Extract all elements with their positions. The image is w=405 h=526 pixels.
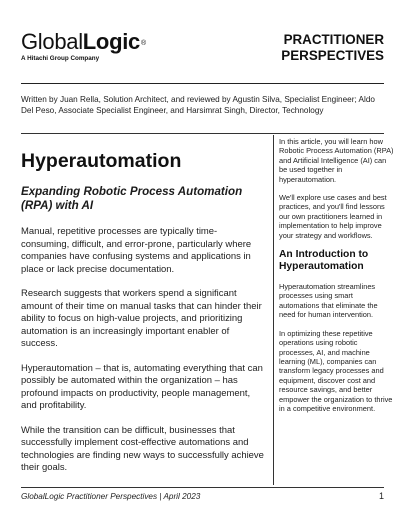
logo-word-light: Global [21,29,83,54]
page-number: 1 [378,491,384,501]
article-title: Hyperautomation [21,150,182,172]
globallogic-logo [21,30,146,62]
body-paragraph: Research suggests that workers spend a significant amount of their time on manual tasks that can hinder their ability to focus on high-value projects, and prioritizing automation is an increasingly important enabler of success. [21,288,262,349]
series-title [281,32,384,63]
sidebar-body-paragraph: In optimizing these repetitive operations using robotic processes, AI, and machine learning (ML), companies can transform legacy processes and equipment, discover cost and resource savings, and better empower the organization to thrive in a competitive environment. [279,328,393,413]
logo-word-bold: Logic [82,29,140,54]
article-subtitle: Expanding Robotic Process Automation (RPA) with AI [21,185,243,212]
logo-tagline: A Hitachi Group Company [21,55,100,62]
footer-text: GlobalLogic Practitioner Perspectives | April 2023 [21,492,201,501]
footer-divider [21,487,384,488]
header-divider [21,83,384,84]
body-paragraph: Manual, repetitive processes are typically time-consuming, difficult, and error-prone, particularly where companies have confusing systems and applications in place or lack precise documentation. [21,226,252,275]
logo-wordmark [21,30,146,54]
sidebar-intro-paragraph: We'll explore use cases and best practices, and you'll find lessons our own practitioners learned in implementation to help improve your strategy and workflows. [279,193,387,240]
series-title-line-1: PRACTITIONER [283,32,384,47]
series-title-line-2: PERSPECTIVES [281,47,384,63]
column-divider [273,135,274,485]
sidebar-column [279,137,395,422]
author-byline: Written by Juan Rella, Solution Architect, and reviewed by Agustin Silva, Specialist Engineer; Aldo Del Peso, Associate Specialist Engineer, and Harsimrat Singh, Director, Technology [21,95,375,116]
sidebar-body-paragraph: Hyperautomation streamlines processes using smart automations that eliminate the need for human intervention. [279,282,378,320]
body-paragraph: While the transition can be difficult, businesses that successfully implement cost-effective automations and technologies are finding new ways to successfully achieve their goals. [21,424,264,473]
body-paragraph: Hyperautomation – that is, automating everything that can possibly be automated within the organization – has profound impacts on productivity, people management, and profitability. [21,362,263,411]
byline-divider [21,133,384,134]
logo-registered-mark: ® [140,40,146,47]
main-column [21,150,265,487]
sidebar-intro-paragraph: In this article, you will learn how Robotic Process Automation (RPA) and Artificial Intelligence (AI) can be used together in hyperautomation. [279,137,394,184]
sidebar-heading: An Introduction to Hyperautomation [279,249,369,273]
